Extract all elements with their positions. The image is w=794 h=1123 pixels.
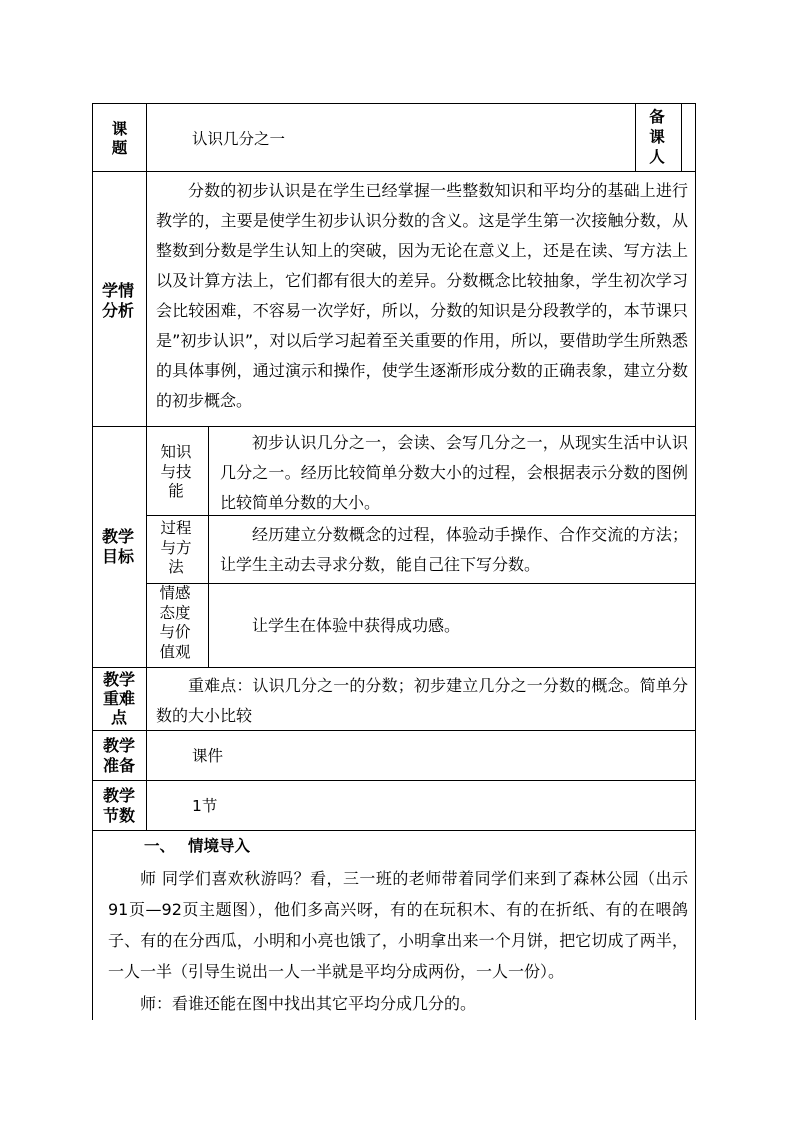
topic-value: 认识几分之一 (192, 130, 286, 148)
preparer-label: 备课人 (649, 108, 665, 166)
prep-label: 教学准备 (102, 736, 135, 775)
goal-process-text: 经历建立分数概念的过程，体验动手操作、合作交流的方法；让学生主动去寻求分数，能自己往下写分数。 (220, 525, 688, 574)
goal-emotion-label: 情感态度与价值观 (159, 584, 191, 661)
goal-process-label: 过程与方法 (160, 519, 192, 576)
row-divider (146, 583, 696, 584)
sessions-label: 教学节数 (102, 786, 135, 825)
goal-knowledge-text: 初步认识几分之一，会读、会写几分之一，从现实生活中认识几分之一。经历比较简单分数大小的过程，会根据表示分数的图例比较简单分数的大小。 (220, 433, 688, 512)
key-points-label: 教学重难点 (102, 670, 135, 727)
prep-text: 课件 (192, 747, 224, 765)
table-border-right (695, 103, 696, 1020)
column-divider (208, 426, 209, 667)
row-divider (92, 426, 696, 427)
row-divider (92, 830, 696, 831)
row-divider (92, 780, 696, 781)
column-divider (146, 103, 147, 830)
process-heading: 情境导入 (188, 837, 251, 855)
process-paragraph-1: 师 同学们喜欢秋游吗？看，三一班的老师带着同学们来到了森林公园（出示91页—92页主题图），他们多高兴呀，有的在玩积木、有的在折纸、有的在喂鸽子、有的在分西瓜，小明和小亮也饿了，小明拿出来一个月饼，把它切成了两半，一人一半（引导生说出一人一半就是平均分成两份，一人一份）。 (108, 869, 688, 981)
goal-emotion-text: 让学生在体验中获得成功感。 (252, 616, 461, 635)
goal-knowledge-label: 知识与技能 (160, 443, 192, 500)
row-divider (92, 171, 696, 172)
topic-label: 课题 (111, 120, 128, 157)
process-heading-number: 一、 (144, 837, 176, 855)
process-paragraph-2: 师：看谁还能在图中找出其它平均分成几分的。 (140, 994, 477, 1013)
table-border-top (92, 103, 696, 104)
analysis-label: 学情分析 (101, 281, 134, 320)
column-divider (681, 103, 682, 171)
column-divider (635, 103, 636, 171)
row-divider (92, 667, 696, 668)
sessions-text: 1节 (192, 797, 218, 815)
goals-label: 教学目标 (101, 527, 134, 566)
analysis-text: 分数的初步认识是在学生已经掌握一些整数知识和平均分的基础上进行教学的，主要是使学生初步认识分数的含义。这是学生第一次接触分数，从整数到分数是学生认知上的突破，因为无论在意义上，还是在读、写方法上以及计算方法上，它们都有很大的差异。分数概念比较抽象，学生初次学习会比较困难，不容易一次学好，所以，分数的知识是分段教学的，本节课只是”初步认识”，对以后学习起着至关重要的作用，所以，要借助学生所熟悉的具体事例，通过演示和操作，使学生逐渐形成分数的正确表象，建立分数的初步概念。 (156, 181, 688, 410)
key-points-text: 重难点：认识几分之一的分数；初步建立几分之一分数的概念。简单分数的大小比较 (156, 676, 688, 725)
table-border-left (92, 103, 93, 1020)
lesson-plan-table (92, 103, 696, 1020)
